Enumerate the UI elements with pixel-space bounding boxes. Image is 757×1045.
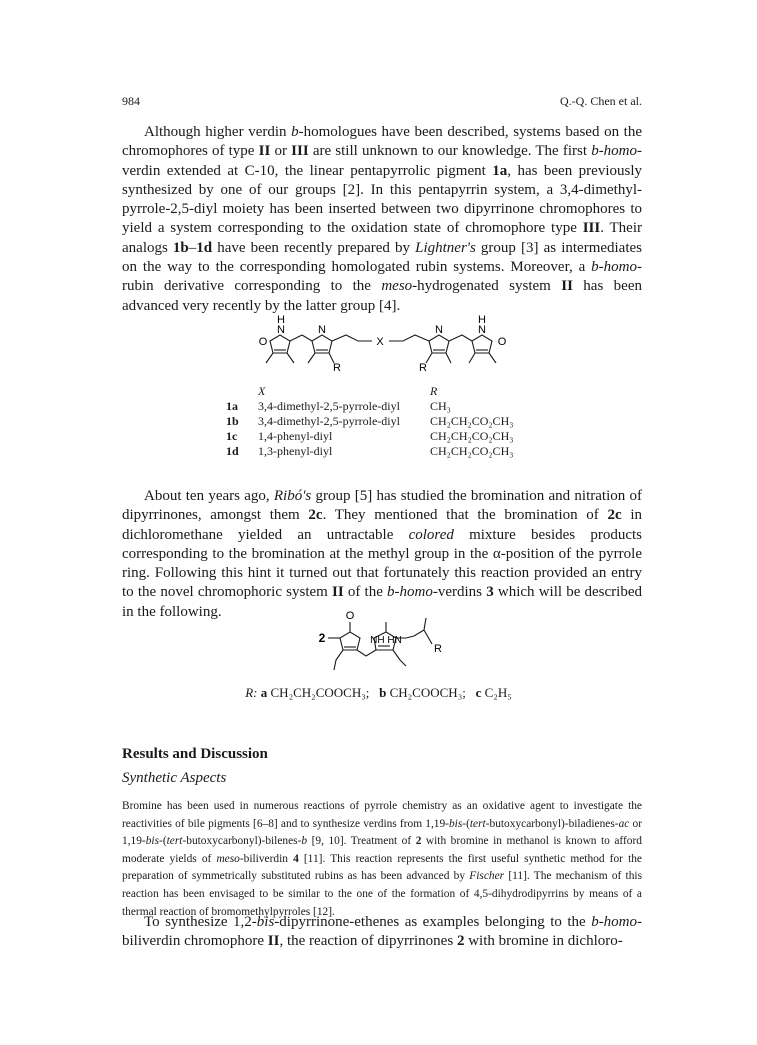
substituent-table xyxy=(226,384,526,459)
intro-paragraph: Although higher verdin b-homologues have been described, systems based on the chromophores of type II or III are still unknown to our knowledge. The first b-homo-verdin extended at C-10, the linear pentapyrrolic pigment 1a, has been previously synthesized by one of our groups [2]. In this pentapyrrin system, a 3,4-dimethyl-pyrrole-2,5-diyl moiety has been inserted between two dipyrrinone chromophores to yield a system corresponding to the oxidation state of chromophore type III. Their analogs 1b–1d have been recently prepared by Lightner's group [3] as intermediates on the way to the corresponding homologated rubin systems. Moreover, a b-homo-rubin derivative corresponding to the meso-hydrogenated system II has been advanced very recently by the latter group [4]. xyxy=(122,124,643,314)
atom-n-2: N xyxy=(318,324,326,336)
table-row: 1b 3,4-dimethyl-2,5-pyrrole-diyl CH₂CH₂CO₂CH₃ xyxy=(226,414,514,428)
table-row: 1c 1,4-phenyl-diyl CH₂CH₂CO₂CH₃ xyxy=(226,429,514,443)
atom-o-left: O xyxy=(258,336,268,348)
synthesis-paragraph: To synthesize 1,2-bis-dipyrrinone-ethenes as examples belonging to the b-homo-biliverdin chromophore II, the reaction of dipyrrinones 2 with bromine in dichloro- xyxy=(122,914,643,950)
table-header xyxy=(226,384,526,399)
atom-r-right: R xyxy=(419,362,427,374)
page-number: 984 xyxy=(122,94,140,108)
atom-n-left: N xyxy=(277,324,285,336)
table-row: 1a 3,4-dimethyl-2,5-pyrrole-diyl CH₃ xyxy=(226,399,451,413)
compound-2-label: 2 xyxy=(318,631,326,645)
atom-r: R xyxy=(434,643,442,655)
section-title: Results and Discussion xyxy=(122,746,268,762)
substituent-caption: R: a CH₂CH₂COOCH₃; b CH₂COOCH₃; c C₂H₅ xyxy=(245,685,512,700)
pentapyrrin-structure xyxy=(250,313,515,375)
atom-h-left: H xyxy=(277,314,285,326)
table-row: 1d 1,3-phenyl-diyl CH₂CH₂CO₂CH₃ xyxy=(226,444,514,458)
bromine-paragraph: Bromine has been used in numerous reactions of pyrrole chemistry as an oxidative agent to investigate the reactivities of bile pigments [6–8] and to synthesize verdins from 1,19-bis-(tert-butoxycarbonyl)-biladienes-ac or 1,19-bis-(tert-butoxycarbonyl)-bilenes-b [9, 10]. Treatment of 2 with bromine in methanol is known to afford moderate yields of meso-biliverdin 4 [11]. This reaction represents the first useful synthetic method for the preparation of symmetrically substituted rubins as has been advanced by Fischer [11]. The mechanism of this reaction has been envisaged to be similar to the one of the formation of 4,5-dihydrodipyrrins by means of a thermal reaction of bromomethylpyrroles [12]. xyxy=(122,800,643,918)
column-header-r: R xyxy=(430,384,438,398)
atom-o-right: O xyxy=(497,336,507,348)
nh-hn-label: NH HN xyxy=(370,635,402,646)
dipyrrinone-structure xyxy=(314,608,454,676)
atom-h-right: H xyxy=(478,314,486,326)
atom-r-left: R xyxy=(333,362,341,374)
ribo-paragraph: About ten years ago, Ribó's group [5] has studied the bromination and nitration of dipyrrinones, amongst them 2c. They mentioned that the bromination of 2c in dichloromethane yielded an untractable colored mixture besides products corresponding to the bromination at the methyl group in the α-position of the pyrrole ring. Following this hint it turned out that fortunately this reaction provided an entry to the novel chromophoric system II of the b-homo-verdins 3 which will be described in the following. xyxy=(122,488,642,620)
atom-o: O xyxy=(345,610,355,622)
atom-n-3: N xyxy=(435,324,443,336)
column-header-x: X xyxy=(258,384,266,398)
running-head: Q.-Q. Chen et al. xyxy=(560,94,642,108)
subsection-title: Synthetic Aspects xyxy=(122,770,227,786)
atom-n-right: N xyxy=(478,324,486,336)
atom-x: X xyxy=(376,336,384,348)
